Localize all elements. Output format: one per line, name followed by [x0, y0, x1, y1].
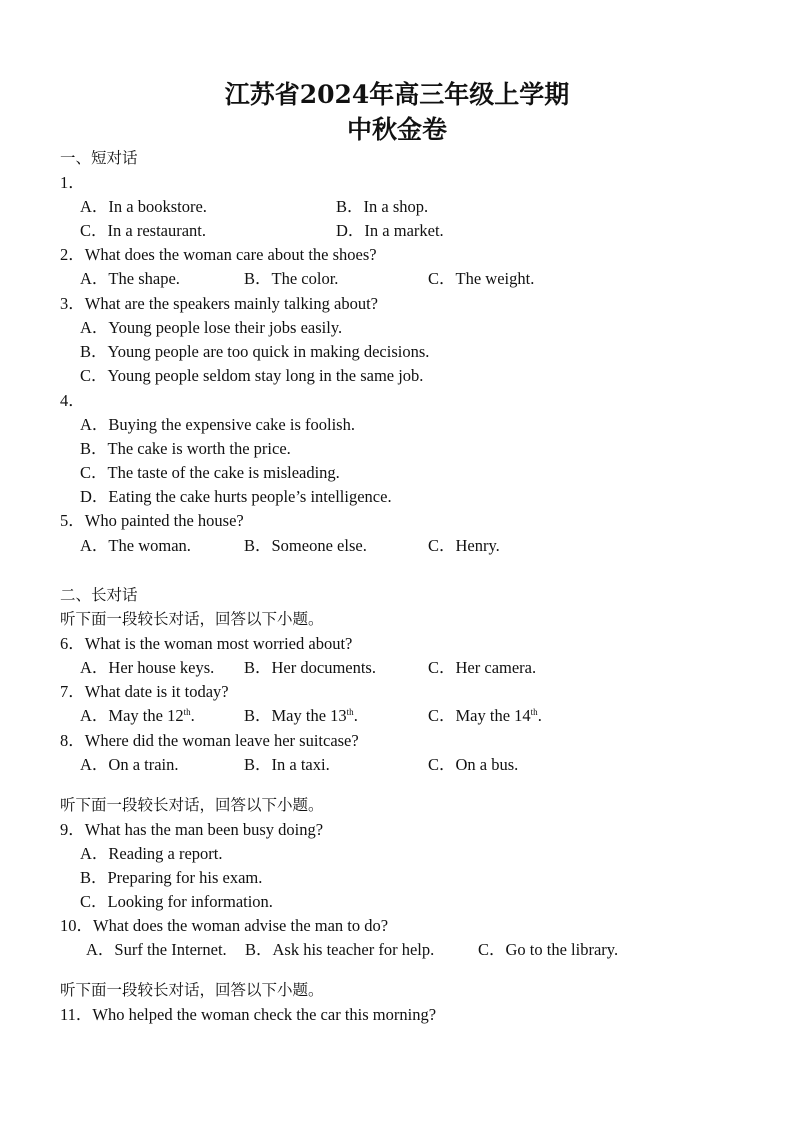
q9-option-b: B．Preparing for his exam. [80, 868, 263, 887]
question-2-stem: 2．What does the woman care about the shoes? [60, 245, 377, 264]
q7-option-b: B．May the 13th. [244, 706, 358, 725]
question-5-stem: 5．Who painted the house? [60, 511, 244, 530]
q2-option-c: C．The weight. [428, 269, 535, 288]
instruction-1: 听下面一段较长对话，回答以下小题。 [60, 610, 324, 628]
question-8-stem: 8．Where did the woman leave her suitcase? [60, 731, 359, 750]
q4-option-a: A．Buying the expensive cake is foolish. [80, 415, 355, 434]
q7-option-a: A．May the 12th. [80, 706, 195, 725]
question-10-stem: 10．What does the woman advise the man to do? [60, 916, 389, 935]
question-9-stem: 9．What has the man been busy doing? [60, 820, 324, 839]
question-1-number: 1． [60, 173, 85, 192]
q10-option-b: B．Ask his teacher for help. [245, 940, 435, 959]
q8-option-a: A．On a train. [80, 755, 179, 774]
instruction-3: 听下面一段较长对话，回答以下小题。 [60, 981, 324, 999]
q10-option-a: A．Surf the Internet. [86, 940, 227, 959]
question-3-stem: 3．What are the speakers mainly talking about? [60, 294, 378, 313]
q4-option-d: D．Eating the cake hurts people’s intelligence. [80, 487, 392, 506]
q5-option-c: C．Henry. [428, 536, 500, 555]
q4-option-c: C．The taste of the cake is misleading. [80, 463, 340, 482]
question-4-number: 4． [60, 391, 85, 410]
q6-option-c: C．Her camera. [428, 658, 537, 677]
instruction-2: 听下面一段较长对话，回答以下小题。 [60, 796, 324, 814]
q8-option-b: B．In a taxi. [244, 755, 330, 774]
q1-option-b: B．In a shop. [336, 197, 429, 216]
q6-option-a: A．Her house keys. [80, 658, 215, 677]
q3-option-a: A．Young people lose their jobs easily. [80, 318, 343, 337]
q5-option-b: B．Someone else. [244, 536, 367, 555]
q7-option-c: C．May the 14th. [428, 706, 542, 725]
section-heading-short-dialogues: 一、短对话 [60, 149, 138, 167]
q9-option-a: A．Reading a report. [80, 844, 223, 863]
q8-option-c: C．On a bus. [428, 755, 519, 774]
q9-option-c: C．Looking for information. [80, 892, 273, 911]
q1-option-d: D．In a market. [336, 221, 444, 240]
q6-option-b: B．Her documents. [244, 658, 376, 677]
q4-option-b: B．The cake is worth the price. [80, 439, 291, 458]
q5-option-a: A．The woman. [80, 536, 191, 555]
question-6-stem: 6．What is the woman most worried about? [60, 634, 353, 653]
q2-option-b: B．The color. [244, 269, 339, 288]
q1-option-a: A．In a bookstore. [80, 197, 207, 216]
q3-option-c: C．Young people seldom stay long in the same job. [80, 366, 424, 385]
q10-option-c: C．Go to the library. [478, 940, 619, 959]
section-heading-long-dialogues: 二、长对话 [60, 586, 138, 604]
q3-option-b: B．Young people are too quick in making decisions. [80, 342, 430, 361]
question-7-stem: 7．What date is it today? [60, 682, 229, 701]
page-subtitle: 中秋金卷 [346, 115, 447, 144]
q2-option-a: A．The shape. [80, 269, 180, 288]
page-title: 江苏省2024年高三年级上学期 [224, 80, 570, 109]
q1-option-c: C．In a restaurant. [80, 221, 206, 240]
question-11-stem: 11．Who helped the woman check the car this morning? [60, 1005, 437, 1024]
